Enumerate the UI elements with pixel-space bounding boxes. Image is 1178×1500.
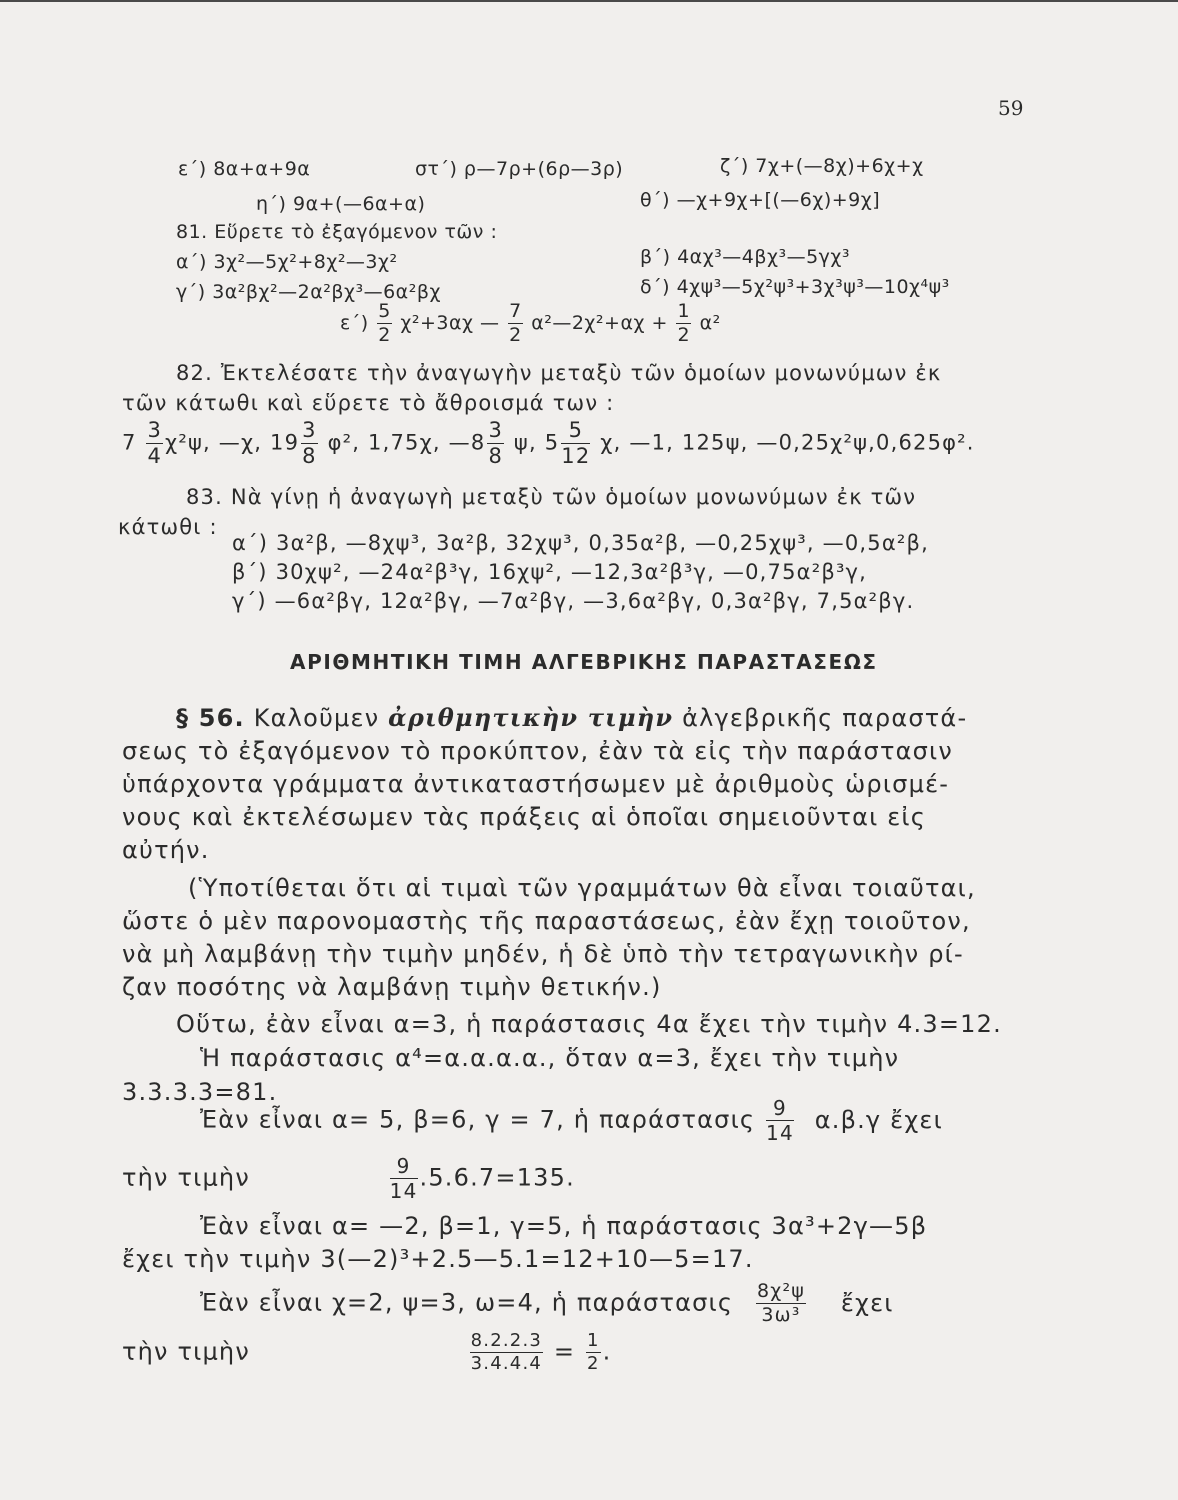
ex82-line-1: 82. Ἐκτελέσατε τὴν ἀναγωγὴν μεταξὺ τῶν ὁμοίων μονωνύμων ἐκ (176, 361, 942, 385)
example-3-text-a: Ἐὰν εἶναι α= 5, β=6, γ = 7, ἡ παράστασις (200, 1105, 756, 1134)
fraction-numerator: 1 (587, 1330, 600, 1351)
ex83-line-1: 83. Νὰ γίνῃ ἡ ἀναγωγὴ μεταξὺ τῶν ὁμοίων μονωνύμων ἐκ τῶν (186, 485, 917, 509)
fraction-denominator: 3.4.4.4 (470, 1353, 543, 1374)
example-5-text-b: ἔχει (840, 1288, 894, 1317)
example-2-line-2: 3.3.3.3=81. (122, 1078, 278, 1106)
ex80-item-h: η΄) 9α+(—6α+α) (256, 193, 426, 215)
fraction-denominator: 3ω³ (761, 1304, 801, 1326)
ex81-e-fraction-3 (676, 302, 691, 345)
example-5-text-a: Ἐὰν εἶναι χ=2, ψ=3, ω=4, ἡ παράστασις (200, 1288, 734, 1317)
section-number: § 56. (176, 704, 245, 732)
example-3-fraction (766, 1098, 794, 1143)
example-5-line-2-equals: = (553, 1337, 576, 1366)
ex81-title: 81. Εὕρετε τὸ ἐξαγόμενον τῶν : (176, 221, 498, 243)
ex82-term-1-rest: χ²ψ, —χ, 19 (165, 430, 300, 455)
defined-term: ἀριθμητικὴν τιμὴν (388, 703, 674, 732)
example-1: Οὕτω, ἐὰν εἶναι α=3, ἡ παράστασις 4α ἔχει τὴν τιμὴν 4.3=12. (176, 1010, 1002, 1038)
fraction-denominator: 2 (677, 324, 691, 346)
example-3-line-2 (122, 1156, 575, 1201)
ex82-fraction-1 (146, 420, 163, 467)
fraction-numerator: 3 (147, 418, 163, 442)
ex81-item-a: α΄) 3χ²—5χ²+8χ²—3χ² (176, 251, 398, 273)
fraction-denominator: 2 (378, 324, 391, 346)
fraction-denominator: 8 (488, 444, 504, 468)
ex81-e-label: ε΄) (340, 312, 369, 334)
example-5-line-2-fraction-2 (586, 1332, 601, 1373)
example-5-line-2-fraction-1 (470, 1332, 543, 1373)
ex82-term-3-rest: ψ, 5 (513, 430, 560, 455)
ex81-e-part-3: α² (699, 312, 721, 334)
ex80-item-th: θ΄) —χ+9χ+[(—6χ)+9χ] (640, 189, 881, 211)
sec56-line-5: αὐτήν. (122, 836, 210, 864)
sec56-line-2: σεως τὸ ἐξαγόμενον τὸ προκύπτον, ἐὰν τὰ εἰς τὴν παράστασιν (122, 737, 953, 765)
ex82-line-2: τῶν κάτωθι καὶ εὕρετε τὸ ἄθροισμά των : (122, 391, 615, 415)
fraction-denominator: 8 (302, 444, 317, 468)
ex83-line-2: κάτωθι : (118, 515, 218, 539)
ex80-item-z: ζ΄) 7χ+(—8χ)+6χ+χ (720, 155, 924, 177)
fraction-denominator: 14 (766, 1121, 794, 1145)
fraction-numerator: 1 (677, 300, 691, 322)
sec56-line-1 (176, 702, 967, 734)
ex82-fraction-2 (301, 420, 318, 467)
fraction-numerator: 5 (561, 420, 590, 444)
ex83-item-a: α΄) 3α²β, —8χψ³, 3α²β, 32χψ³, 0,35α²β, —0,25χψ³, —0,5α²β, (232, 531, 929, 555)
section-heading: ΑΡΙΘΜΗΤΙΚΗ ΤΙΜΗ ΑΛΓΕΒΡΙΚΗΣ ΠΑΡΑΣΤΑΣΕΩΣ (290, 650, 878, 674)
fraction-denominator: 2 (509, 324, 522, 346)
ex81-item-g: γ΄) 3α²βχ²—2α²βχ³—6α²βχ (176, 281, 441, 303)
example-3-line-2-text-b: .5.6.7=135. (419, 1163, 575, 1192)
fraction-numerator: 3 (488, 418, 504, 442)
ex81-item-d: δ΄) 4χψ³—5χ²ψ³+3χ³ψ³—10χ⁴ψ³ (640, 276, 950, 298)
note-line-1: (Ὑποτίθεται ὅτι αἱ τιμαὶ τῶν γραμμάτων θὰ εἶναι τοιαῦται, (188, 874, 976, 902)
example-3-line-1 (200, 1098, 943, 1143)
ex82-terms (122, 420, 975, 467)
fraction-numerator: 3 (302, 418, 317, 442)
example-4-line-2: ἔχει τὴν τιμὴν 3(—2)³+2.5—5.1=12+10—5=17. (122, 1245, 754, 1273)
note-line-3: νὰ μὴ λαμβάνῃ τὴν τιμὴν μηδέν, ἡ δὲ ὑπὸ τὴν τετραγωνικὴν ρί- (122, 940, 964, 968)
sec56-line-1-b: ἀλγεβρικῆς παραστά- (682, 704, 968, 732)
fraction-numerator: 9 (766, 1098, 794, 1121)
example-5-line-2-text-a: τὴν τιμὴν (122, 1337, 250, 1366)
ex82-fraction-4 (561, 420, 590, 467)
fraction-denominator: 12 (561, 444, 591, 468)
fraction-numerator: 5 (378, 300, 391, 322)
fraction-numerator: 7 (509, 300, 522, 322)
ex82-term-4-rest: χ, —1, 125ψ, —0,25χ²ψ,0,625φ². (600, 430, 975, 455)
note-line-2: ὥστε ὁ μὲν παρονομαστὴς τῆς παραστάσεως, ἐὰν ἔχῃ τοιοῦτον, (122, 907, 971, 935)
ex82-term-2-rest: φ², 1,75χ, —8 (327, 430, 486, 455)
ex82-term-1-whole: 7 (122, 430, 137, 455)
example-3-line-2-text-a: τὴν τιμὴν (122, 1163, 250, 1192)
ex82-fraction-3 (487, 420, 504, 467)
ex81-e-part-1: χ²+3αχ — (400, 312, 500, 334)
fraction-numerator: 8χ²ψ (757, 1280, 806, 1302)
fraction-denominator: 14 (389, 1179, 418, 1203)
example-5-line-2 (122, 1332, 612, 1373)
sec56-line-3: ὑπάρχοντα γράμματα ἀντικαταστήσωμεν μὲ ἀριθμοὺς ὡρισμέ- (122, 770, 950, 798)
ex81-e-fraction-1 (377, 302, 392, 345)
fraction-denominator: 4 (147, 444, 163, 468)
ex83-item-g: γ΄) —6α²βγ, 12α²βγ, —7α²βγ, —3,6α²βγ, 0,3α²βγ, 7,5α²βγ. (232, 589, 915, 613)
ex83-item-b: β΄) 30χψ², —24α²β³γ, 16χψ², —12,3α²β³γ, —0,75α²β³γ, (232, 560, 868, 584)
page-top-edge (0, 0, 1178, 2)
page-number: 59 (998, 96, 1024, 120)
example-2-line-1: Ἡ παράστασις α⁴=α.α.α.α., ὅταν α=3, ἔχει τὴν τιμὴν (200, 1044, 900, 1072)
ex81-item-e (340, 302, 721, 345)
sec56-line-4: νους καὶ ἐκτελέσωμεν τὰς πράξεις αἱ ὁποῖαι σημειοῦνται εἰς (122, 803, 927, 831)
sec56-line-1-a: Καλοῦμεν (253, 704, 380, 732)
example-3-line-2-fraction (390, 1156, 418, 1201)
note-line-4: ζαν ποσότης νὰ λαμβάνῃ τιμὴν θετικήν.) (122, 973, 662, 1001)
fraction-numerator: 9 (390, 1156, 418, 1179)
example-5-line-1 (200, 1282, 894, 1325)
ex80-item-st: στ΄) ρ—7ρ+(6ρ—3ρ) (415, 158, 624, 180)
fraction-denominator: 2 (587, 1353, 600, 1374)
ex81-e-fraction-2 (508, 302, 523, 345)
example-3-text-b: α.β.γ ἔχει (814, 1105, 943, 1134)
ex81-e-part-2: α²—2χ²+αχ + (531, 312, 668, 334)
example-5-line-2-end: . (602, 1337, 612, 1366)
ex81-item-b: β΄) 4αχ³—4βχ³—5γχ³ (640, 246, 851, 268)
fraction-numerator: 8.2.2.3 (470, 1330, 543, 1351)
example-5-fraction (756, 1282, 806, 1325)
ex80-item-e: ε΄) 8α+α+9α (178, 158, 311, 180)
example-4-line-1: Ἐὰν εἶναι α= —2, β=1, γ=5, ἡ παράστασις 3α³+2γ—5β (200, 1212, 928, 1240)
